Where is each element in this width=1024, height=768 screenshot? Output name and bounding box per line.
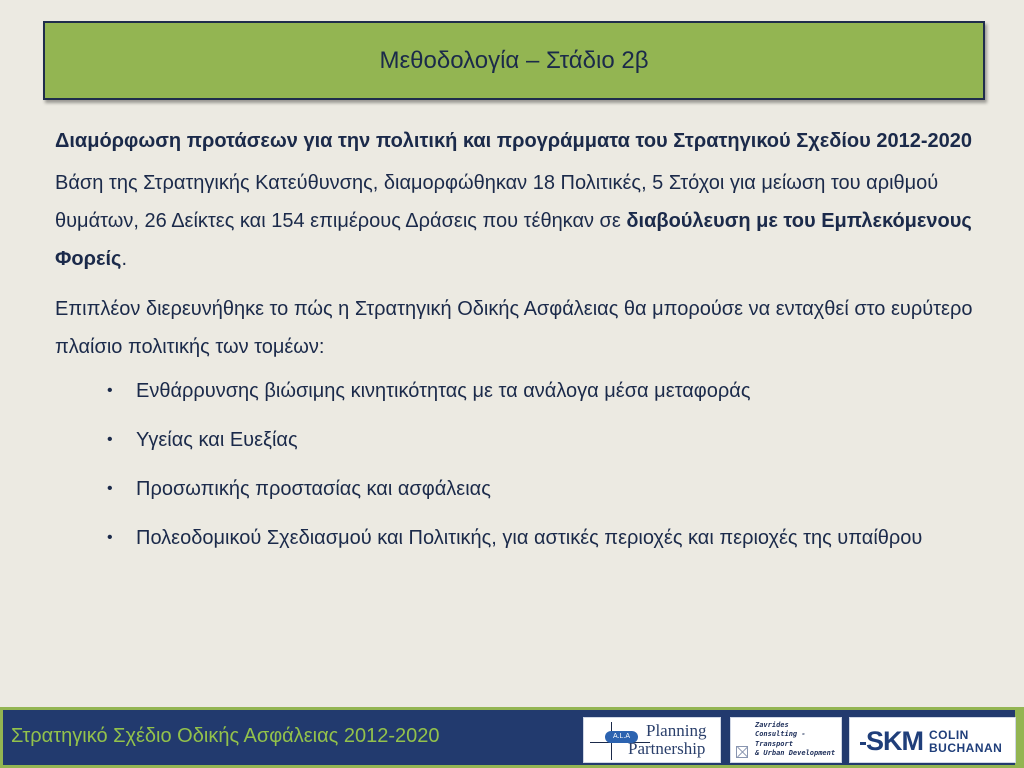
slide-title: Μεθοδολογία – Στάδιο 2β bbox=[379, 46, 649, 74]
bullet-text: Πολεοδομικού Σχεδιασμού και Πολιτικής, για αστικές περιοχές και περιοχές της υπαίθρου bbox=[136, 527, 923, 549]
zavrides-line4: & Urban Development bbox=[755, 749, 836, 757]
paragraph-strategy-end: . bbox=[121, 248, 128, 270]
slide-content bbox=[55, 126, 980, 568]
zavrides-line3: Transport bbox=[755, 740, 793, 748]
footer-bar bbox=[0, 707, 1024, 768]
bullet-list bbox=[55, 372, 980, 557]
bullet-item bbox=[55, 372, 980, 410]
bullet-item bbox=[55, 519, 980, 557]
footer-title: Στρατηγικό Σχέδιο Οδικής Ασφάλειας 2012-2020 bbox=[11, 725, 440, 747]
zavrides-consulting-logo bbox=[730, 717, 842, 763]
section-heading: Διαμόρφωση προτάσεων για την πολιτική και προγράμματα του Στρατηγικού Σχεδίου 2012-2020 bbox=[55, 130, 972, 152]
bullet-item bbox=[55, 470, 980, 508]
zavrides-line2: Consulting - bbox=[755, 730, 806, 738]
ala-logo-line2: Partnership bbox=[628, 739, 706, 758]
skm-mark: SKM bbox=[866, 726, 923, 756]
paragraph-strategy-bold: διαβούλευση με του Εμπλεκόμενους Φορείς bbox=[55, 210, 972, 270]
ala-badge: A.L.A bbox=[605, 731, 638, 743]
bullet-text: Προσωπικής προστασίας και ασφάλειας bbox=[136, 478, 491, 500]
footer-panel bbox=[3, 710, 1018, 765]
bullet-item bbox=[55, 421, 980, 459]
skm-name-line1: COLIN bbox=[929, 728, 969, 742]
bullet-dot-icon: • bbox=[107, 431, 113, 448]
paragraph-strategy bbox=[55, 164, 980, 278]
bullet-text: Ενθάρρυνσης βιώσιμης κινητικότητας με τα ανάλογα μέσα μεταφοράς bbox=[136, 380, 751, 402]
bullet-dot-icon: • bbox=[107, 382, 113, 399]
paragraph-strategy-text: Βάση της Στρατηγικής Κατεύθυνσης, διαμορφώθηκαν 18 Πολιτικές, 5 Στόχοι για μείωση του αριθμού θυμάτων, 26 Δείκτες και 154 επιμέρους Δράσεις που τέθηκαν σε bbox=[55, 172, 939, 232]
bullet-text: Υγείας και Ευεξίας bbox=[136, 429, 298, 451]
skm-colin-buchanan-logo bbox=[849, 717, 1016, 763]
zavrides-box-icon bbox=[736, 746, 748, 758]
ala-planning-partnership-logo bbox=[583, 717, 721, 763]
skm-name-line2: BUCHANAN bbox=[929, 741, 1003, 755]
ala-logo-line1: Planning bbox=[646, 721, 707, 740]
paragraph-integration: Επιπλέον διερευνήθηκε το πώς η Στρατηγική Οδικής Ασφάλειας θα μπορούσε να ενταχθεί στο ευρύτερο πλαίσιο πολιτικής των τομέων: bbox=[55, 298, 973, 358]
slide-title-box bbox=[43, 21, 985, 100]
zavrides-line1: Zavrides bbox=[755, 721, 789, 729]
bullet-dot-icon: • bbox=[107, 480, 113, 497]
bullet-dot-icon: • bbox=[107, 529, 113, 546]
